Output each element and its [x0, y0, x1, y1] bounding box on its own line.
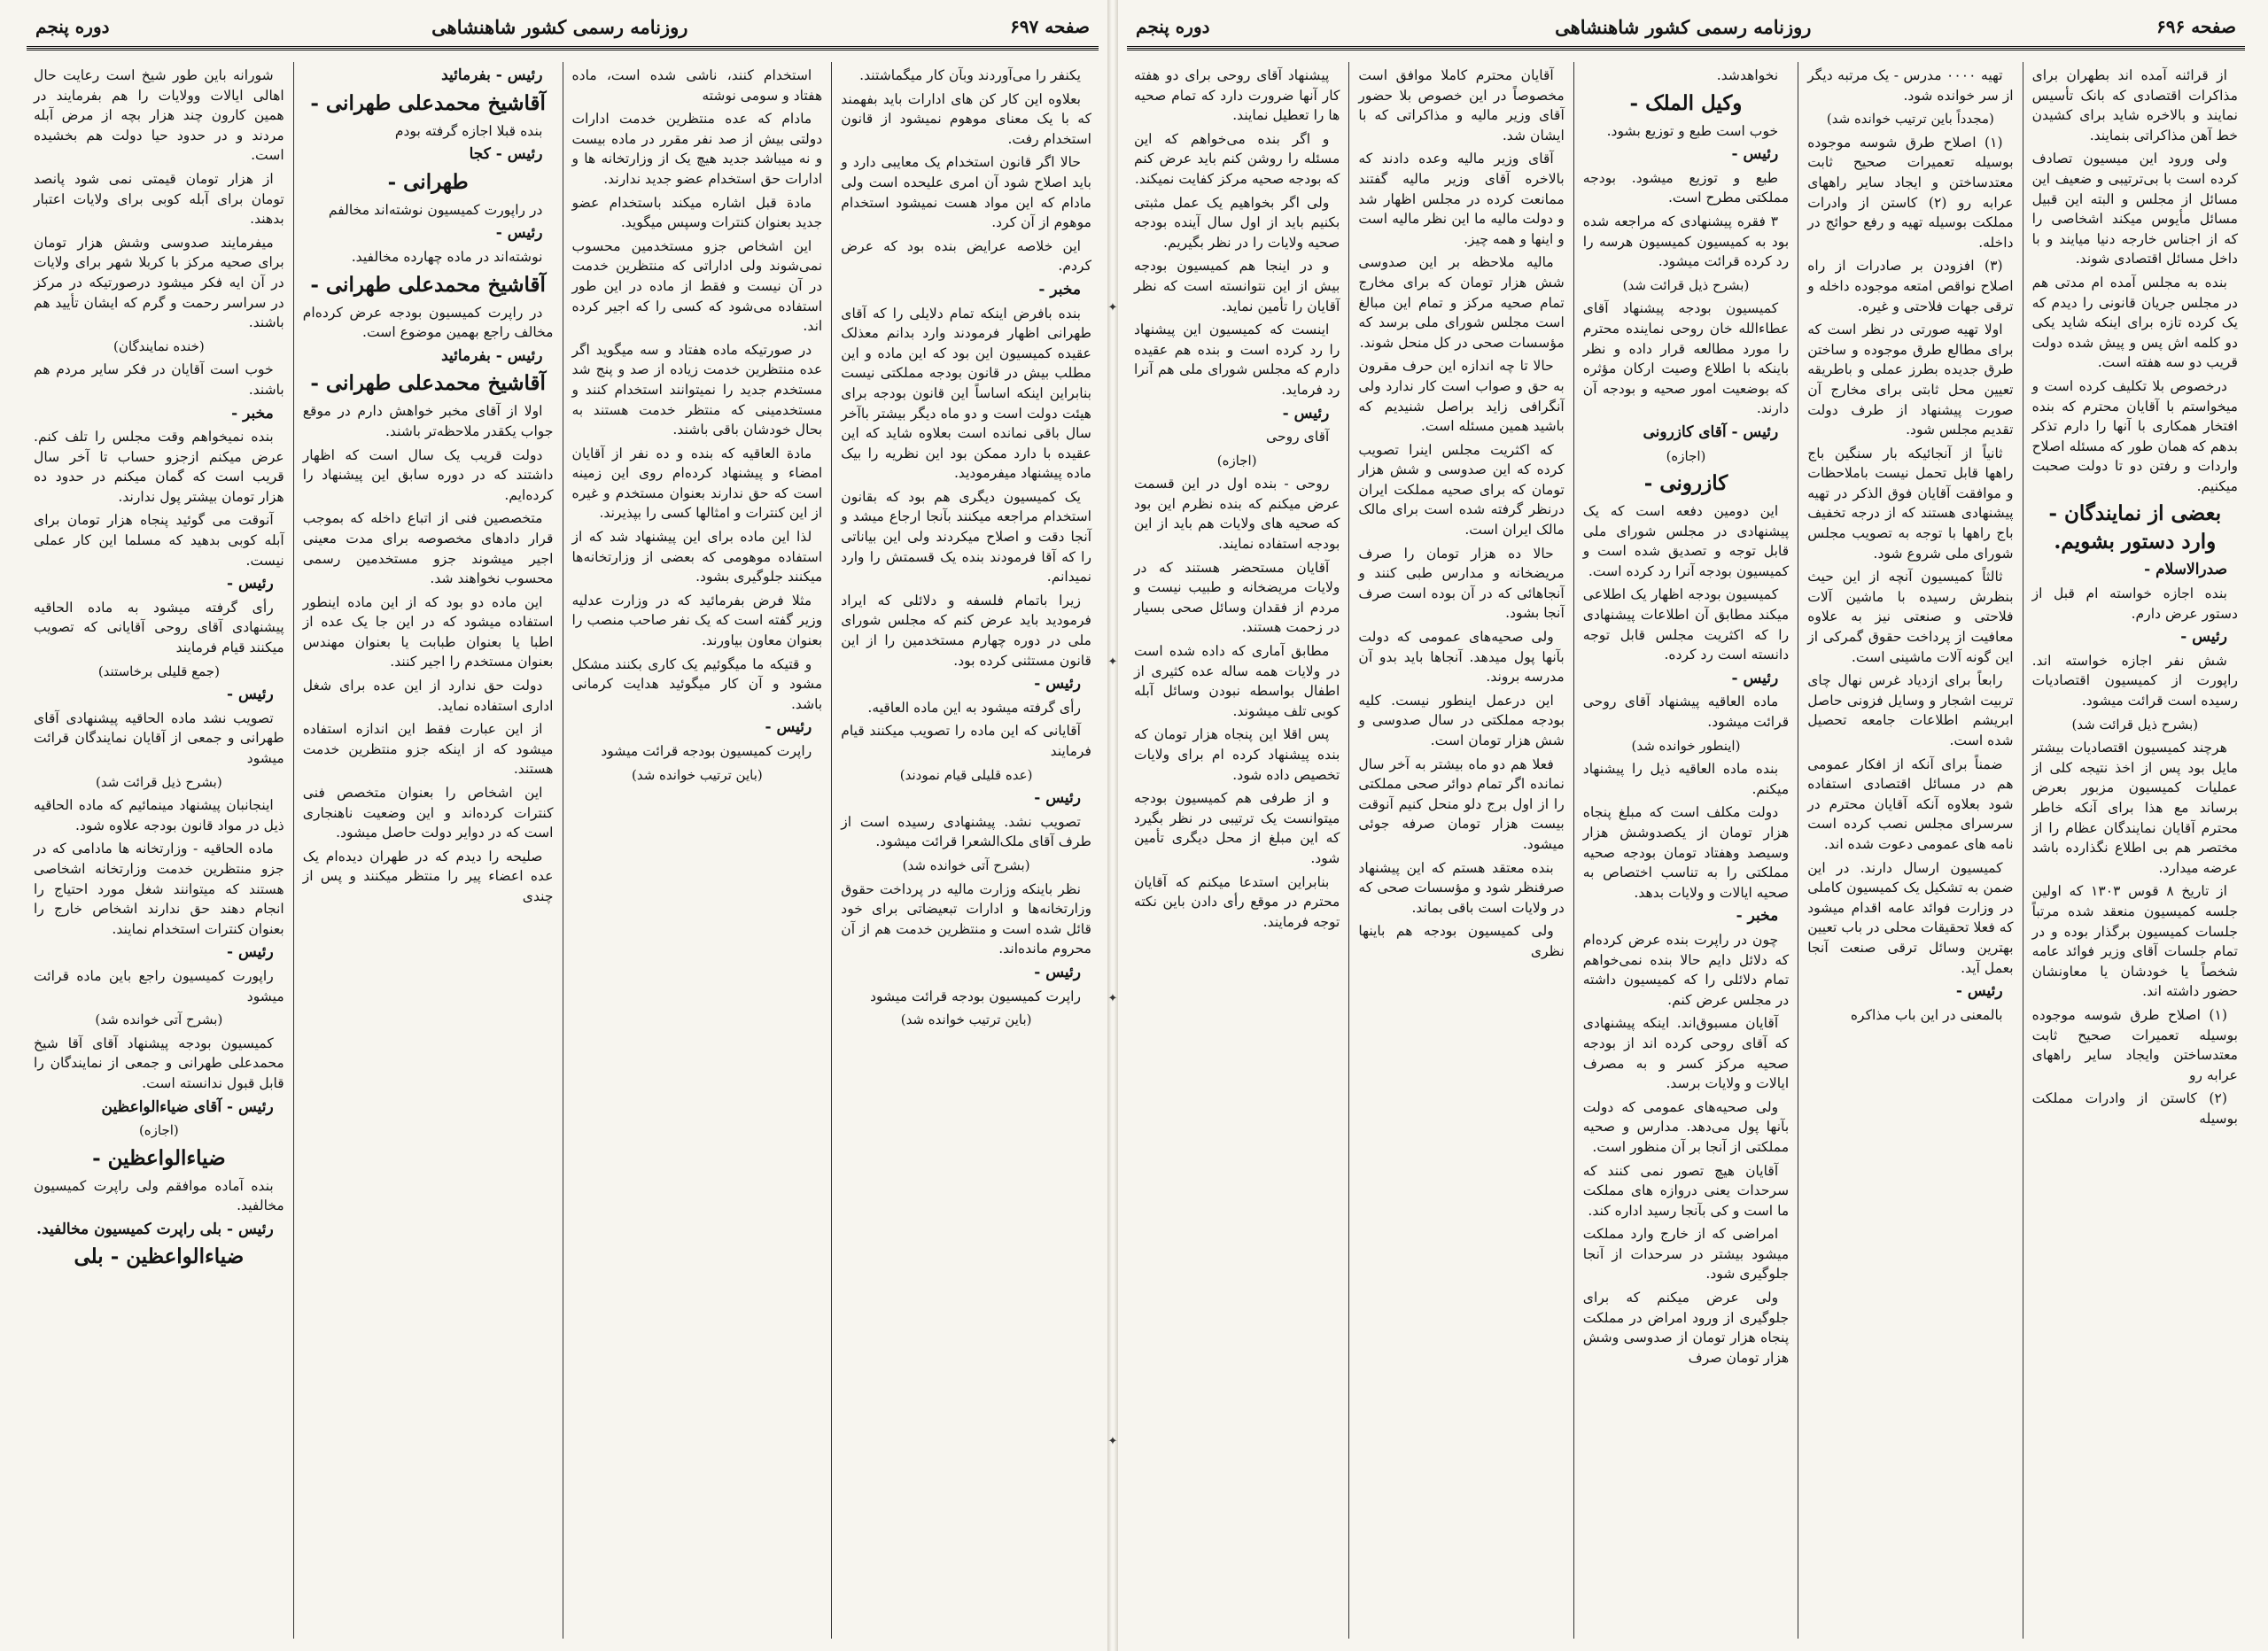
paragraph: پیشنهاد آقای روحی برای دو هفته کار آنها ضرورت دارد که تمام صحیه ها را تعطیل نمایند.: [1133, 67, 1340, 124]
paragraph: ثالثاً کمیسیون آنچه از این حیث بنظرش رسیده با ماشین آلات فلاحتی و صنعتی نیز به علاوه معافیت از پرداخت حقوق گمرکی از این گونه آلات ماشینی است.: [1807, 569, 2014, 665]
parenthetical-note: (بشرح ذیل قرائت شد): [96, 773, 222, 790]
speaker-line: [572, 717, 823, 738]
right-page-columns: [1125, 62, 2247, 1639]
parenthetical-note: (عده قلیلی قیام نمودند): [899, 766, 1033, 783]
paragraph: دولت مکلف است که مبلغ پنجاه هزار تومان از یکصدوشش هزار وسیصد وهفتاد تومان بودجه صحیه مملکتی را به تناسب اختصاص به صحیه ایالات و ولایات بدهد.: [1582, 804, 1790, 901]
right-page-period: دوره پنجم: [1136, 16, 1210, 37]
paragraph: و اگر بنده می‌خواهم که این مسئله را روشن کنم باید عرض کنم که بودجه صحیه مرکز کفایت نمیکند.: [1133, 130, 1340, 187]
paragraph: پس اقلا این پنجاه هزار تومان که بنده پیشنهاد کرده ام برای ولایات تخصیص داده شود.: [1133, 726, 1340, 783]
paragraph: صلیحه را دیدم که در طهران دیده‌ام یک عده اعضاء پیر را منتظر میکنند و پس از چندی: [302, 848, 554, 904]
paragraph: مطابق آماری که داده شده است در ولایات همه ساله عده کثیری از اطفال بواسطه نبودن وسائل آبله کوبی تلف میشوند.: [1133, 643, 1340, 719]
left-page-columns: [25, 62, 1100, 1639]
paragraph: ۳ فقره پیشنهادی که مراجعه شده بود به کمیسیون کمیسیون هرسه را رد کرده قرائت میشود.: [1582, 213, 1790, 270]
paragraph: و در اینجا هم کمیسیون بودجه بیش از این نتوانسته است که نظر آقایان را تأمین نماید.: [1133, 258, 1340, 314]
speaker-heading: طهرانی -: [387, 169, 469, 194]
speaker-heading: آقاشیخ محمدعلی طهرانی -: [310, 272, 546, 297]
paragraph: ولی اگر بخواهیم یک عمل مثبتی بکنیم باید از اول سال آینده بودجه صحیه ولایات را در نظر بگیریم.: [1133, 194, 1340, 251]
parenthetical-note: (مجدداً باین ترتیب خوانده شد): [1826, 111, 1994, 128]
paragraph: آنوقت می گوئید پنجاه هزار تومان برای آبله کوبی بدهید که مسلما این کار عملی نیست.: [34, 512, 284, 569]
left-page-title: روزنامه رسمی کشور شاهنشاهی: [431, 15, 688, 38]
paragraph: یک کمیسیون دیگری هم بود که بقانون استخدام مراجعه میکنند بآنجا ارجاع میشد و آنجا دقت و اصلاح میکردند ولی این بیاناتی را که آقا فرمودند بنده یک قسمتش را وارد نمیدانم.: [841, 488, 1091, 585]
speaker-name: رئیس -: [1731, 145, 1779, 164]
paragraph: بنده اجازه خواسته ام قبل از دستور عرض دارم.: [2031, 585, 2238, 622]
speaker-heading: کازرونی -: [1643, 471, 1728, 496]
speaker-line: [34, 404, 284, 424]
left-page-number: صفحه ۶۹۷: [1010, 16, 1090, 37]
speaker-line: [2032, 627, 2238, 647]
paragraph: رابعاً برای ازدیاد غرس نهال چای تربیت اشجار و وسایل فزونی حاصل ابریشم اطلاعات جامعه تحصیل شده است.: [1807, 672, 2014, 748]
paragraph: تصویب نشد ماده الحاقیه پیشنهادی آقای طهرانی و جمعی از آقایان نمایندگان قرائت میشود: [34, 709, 284, 766]
speaker-heading: آقاشیخ محمدعلی طهرانی -: [310, 90, 546, 115]
paragraph: این درعمل اینطور نیست. کلیه بودجه مملکتی در سال صدوسی و شش هزار تومان است.: [1358, 692, 1565, 748]
paragraph: ولی عرض میکنم که برای جلوگیری از ورود امراض در مملکت پنجاه هزار تومان از صدوسی وشش هزار تومان صرف: [1582, 1290, 1790, 1366]
parenthetical-note: (اجازه): [1666, 447, 1706, 464]
paragraph: استخدام کنند، ناشی شده است، ماده هفتاد و سومی نوشته: [571, 67, 823, 104]
speaker-name: رئیس - آقای ضیاءالواعظین: [101, 1097, 274, 1116]
paragraph: آقایانی که این ماده را تصویب میکنند قیام فرمایند: [841, 723, 1091, 759]
speaker-line: [34, 1097, 284, 1118]
parenthetical-note: (بشرح ذیل قرائت شد): [2071, 716, 2199, 732]
paragraph: ولی ورود این میسیون تصادف کرده است با بی‌ترتیبی و ضعیف این مسائل از مجلس و البته این قبیل مسائل مأیوس میکند اشخاصی را که از اجناس خارجه دنیا میایند و با داخل مسائل اقتصادی شوند.: [2031, 151, 2238, 267]
paragraph: مادة العاقیه که بنده و ده نفر از آقایان امضاء و پیشنهاد کرده‌ام روی این زمینه است که حق ندارند بعنوان مستخدم و غیره از این کنترات و امثالها کسی را بپذیرند.: [571, 445, 823, 522]
paragraph: لذا این ماده برای این پیشنهاد شد که از استفاده موهومی که بعضی از وزارتخانه‌ها میکنند جلوگیری بشود.: [571, 529, 823, 585]
speaker-name: رئیس -: [227, 686, 274, 704]
speaker-line: [841, 788, 1091, 809]
paragraph: بعلاوه این کار کن های ادارات باید بفهمند که با یک معنای موهوم نمیشود از قانون استخدام رفت.: [841, 90, 1091, 147]
speaker-line: [34, 942, 284, 963]
parenthetical-note: (جمع قلیلی برخاستند): [97, 663, 220, 679]
speaker-name: رئیس -: [1034, 675, 1081, 694]
paragraph: حالا ده هزار تومان را صرف مریضخانه و مدارس طبی کنند و آنجاهائی که در آن بوده است صرف آنجا بشود.: [1358, 545, 1565, 622]
speaker-name: رئیس -: [1034, 963, 1081, 981]
paragraph: تصویب نشد. پیشنهادی رسیده است از طرف آقای ملک‌الشعرا قرائت میشود.: [841, 813, 1091, 850]
speaker-line: [1583, 906, 1789, 926]
text-column: [25, 62, 293, 1639]
paragraph: حالا اگر قانون استخدام یک معایبی دارد و باید اصلاح شود آن امری علیحده است ولی مادام که این مواد هست نمیشود استخدام موهوم از آن کرد.: [841, 154, 1091, 231]
paragraph: بنده نمیخواهم وقت مجلس را تلف کنم. عرض میکنم ازجزو حساب تا آخر سال قریب است که گمان میکنم در حدود ده هزار تومان بیشتر پول ندارند.: [34, 429, 284, 505]
paragraph: شش نفر اجازه خواسته اند. راپورت از کمیسیون اقتصادیات رسیده است قرائت میشود.: [2031, 652, 2238, 709]
paragraph: در راپرت کمیسیون بودجه عرض کرده‌ام مخالف راجع بهمین موضوع است.: [302, 304, 554, 341]
text-column: [1798, 62, 2022, 1639]
speaker-name: رئیس - کجا: [469, 145, 543, 164]
paragraph: و قتیکه ما میگوئیم یک کاری بکنند مشکل مشود و آن کار میگوئید هدایت کرمانی باشد.: [571, 655, 823, 712]
paragraph: آقایان هیچ تصور نمی کنند که سرحدات یعنی دروازه های مملکت ما است و کی بآنجا رسید اداره کند.: [1582, 1162, 1790, 1219]
speaker-heading: بعضی از نمایندگان - وارد دستور بشویم.: [2048, 501, 2222, 554]
paragraph: از تاریخ ۸ قوس ۱۳۰۳ که اولین جلسه کمیسیون منعقد شده مرتباً جلسات کمیسیون برگذار بوده و در تمام جلسات آقای وزیر فوائد عامه شخصاً یا خودشان یا معاونشان حضور داشته اند.: [2031, 883, 2238, 1000]
speaker-name: رئیس -: [1282, 404, 1330, 422]
parenthetical-note: (باین ترتیب خوانده شد): [631, 766, 763, 783]
left-page-period: دوره پنجم: [35, 16, 110, 37]
speaker-name: رئیس -: [495, 224, 543, 243]
paragraph: (۲) کاستن از وادرات مملکت بوسیله: [2031, 1090, 2238, 1127]
speaker-name: رئیس -: [765, 718, 812, 737]
paragraph: این دومین دفعه است که یک پیشنهادی در مجلس شورای ملی قابل توجه و تصدیق شده است و کمیسیون بودجه آنرا رد کرده است.: [1582, 503, 1790, 579]
right-page-title: روزنامه رسمی کشور شاهنشاهی: [1555, 15, 1812, 38]
paragraph: رأی گرفته میشود به ماده الحاقیه پیشنهادی آقای روحی آقایانی که تصویب میکنند قیام فرمایند: [34, 599, 284, 656]
speaker-name: رئیس -: [227, 943, 274, 962]
paragraph: اینست که کمیسیون این پیشنهاد را رد کرده است و بنده هم عقیده دارم که مجلس شورای ملی هم آنرا رد فرماید.: [1133, 322, 1340, 398]
paragraph: راپرت کمیسیون بودجه قرائت میشود: [601, 743, 812, 759]
left-page-header: [18, 9, 1107, 44]
speaker-name: رئیس -: [1731, 669, 1779, 687]
left-page: [18, 0, 1107, 1651]
speaker-line: [841, 280, 1091, 300]
speaker-line: [34, 685, 284, 705]
parenthetical-note: (اجازه): [138, 1122, 179, 1139]
speaker-line: [841, 674, 1091, 694]
binding-stitch: ✦: [1107, 655, 1118, 669]
right-page-number: صفحه ۶۹۶: [2156, 16, 2236, 37]
paragraph: کمیسیون ارسال دارند. در این ضمن به تشکیل یک کمیسیون کاملی در وزارت فوائد عامه اقدام میشود که فعلا تحقیقات محلی در باب تعیین بهترین وسائل ترقی صنعت آنجا بعمل آید.: [1807, 859, 2014, 976]
text-column: [2023, 62, 2247, 1639]
paragraph: درخصوص بلا تکلیف کرده است و میخواستم با آقایان محترم که بنده افتخار همکاری با آنها را دارم تذکر بدهم که همان طور که مسئله اصلاح واردات و رفتن دو تا دولت صحبت میکنیم.: [2031, 377, 2238, 494]
paragraph: که اکثریت مجلس اینرا تصویب کرده که این صدوسی و شش هزار تومان که برای صحیه مملکت ایران درنظر گرفته شده است برای مالک مالک ایران است.: [1358, 441, 1565, 539]
paragraph: این خلاصه عرایض بنده بود که عرض کردم.: [841, 237, 1091, 275]
paragraph: چون در راپرت بنده عرض کرده‌ام که دلائل دایم حالا بنده نمی‌خواهم تمام دلائلی را که کمیسیون داشته در مجلس عرض کنم.: [1582, 931, 1790, 1008]
paragraph: شورانه باین طور شیخ است رعایت حال اهالی ایالات وولایات را هم بفرمایند در همین کارون چند هزار بچه از مرض آبله مردند و در حدود حیا دولت هم بخشیده است.: [34, 67, 284, 164]
paragraph: نوشته‌اند در ماده چهارده مخالفید.: [351, 248, 543, 265]
speaker-line: [34, 574, 284, 594]
paragraph: آقایان محترم کاملا موافق است مخصوصاً در این خصوص بلا حضور آقای وزیر مالیه و مذاکراتی که با ایشان شد.: [1358, 67, 1565, 143]
paragraph: (۳) افزودن بر صادرات از راه اصلاح نواقص امتعه موجوده داخله و ترقی جهات فلاحتی و غیره.: [1807, 258, 2014, 314]
paragraph: امراضی که از خارج وارد مملکت میشود بیشتر در سرحدات از آنجا جلوگیری شود.: [1582, 1226, 1790, 1283]
paragraph: آقایان مستحضر هستند که در ولایات مریضخانه و طبیب نیست و مردم از فقدان وسائل صحی بسیار در زحمت هستند.: [1133, 559, 1340, 636]
paragraph: میفرمایند صدوسی وشش هزار تومان برای صحیه مرکز با کربلا شهر برای ولایات در آن ایه فکر میشود درصورتیکه در مرکز در سراسر رحمت و گرم که ایشان تأیید هم باشند.: [34, 234, 284, 331]
paragraph: یکنفر را می‌آوردند وبآن کار میگماشتند.: [859, 67, 1081, 83]
paragraph: در راپورت کمیسیون نوشته‌اند مخالفم: [328, 201, 543, 218]
paragraph: متخصصین فنی از اتباع داخله که بموجب قرار دادهای مخصوصه برای مدت معینی اجیر میشوند جزو مستخدمین رسمی محسوب نخواهند شد.: [302, 510, 554, 587]
paragraph: اینجانبان پیشنهاد مینمائیم که ماده الحاقیه ذیل در مواد قانون بودجه علاوه شود.: [34, 797, 284, 833]
speaker-heading: آقاشیخ محمدعلی طهرانی -: [310, 371, 546, 396]
speaker-line: [2032, 560, 2238, 580]
speaker-name: رئیس -: [1955, 982, 2003, 1001]
text-column: [1348, 62, 1573, 1639]
paragraph: این ماده دو بود که از این ماده اینطور استفاده میشود که در این جا یک عده از اطبا یا بعنوان طبابت یا بعنوان مهندس بعنوان مستخدم را اجیر کنند.: [302, 593, 554, 670]
paragraph: دولت قریب یک سال است که اظهار داشتند که در دوره سابق این پیشنهاد را کرده‌ایم.: [302, 446, 554, 503]
paragraph: مادام که عده منتظرین خدمت ادارات دولتی بیش از صد نفر مقرر در ماده بیست و نه میباشد جدید هیچ یک از وزارتخانه ها و ادارات حق استخدام عضو جدید ندارند.: [571, 111, 823, 187]
paragraph: هرچند کمیسیون اقتصادیات بیشتر مایل بود پس از اخذ نتیجه کلی از عملیات کمیسیون مزبور بعرض برساند مع هذا برای آنکه خاطر محترم آقایان نمایندگان عظام را از مختصر هم بی اطلاع نگذارده باشد عرضه میدارد.: [2031, 740, 2238, 876]
paragraph: اولا تهیه صورتی در نظر است که برای مطالع طرق موجوده و ساختن طرق جدیده بطرز عملی و باطریقه تعیین محل ثابتی برای مخارج آن صورت پیشنهاد از طرف دولت تقدیم مجلس شود.: [1807, 322, 2014, 438]
paragraph: خوب است آقایان در فکر سایر مردم هم باشند.: [34, 361, 284, 398]
speaker-line: [1583, 669, 1789, 689]
paragraph: بالمعنی در این باب مذاکره: [1850, 1006, 2003, 1023]
paragraph: دولت حق ندارد از این عده برای شغل اداری استفاده نماید.: [302, 678, 554, 714]
paragraph: طبع و توزیع میشود. بودجه مملکتی مطرح است.: [1582, 169, 1790, 206]
paragraph: خوب است طبع و توزیع بشود.: [1606, 122, 1779, 139]
speaker-line: [1583, 422, 1789, 443]
speaker-name: رئیس - بفرمائید: [441, 346, 543, 365]
speaker-line: [1134, 404, 1340, 424]
speaker-heading: ضیاءالواعظین -: [92, 1145, 226, 1170]
paragraph: ولی صحیه‌های عمومی که دولت بآنها پول میدهد. آنجاها باید بدو آن مدرسه بروند.: [1358, 629, 1565, 686]
paragraph: ولی صحیه‌های عمومی که دولت بآنها پول می‌دهد. مدارس و صحیه مملکتی از آنجا بر آن منظور است.: [1582, 1098, 1790, 1155]
paragraph: ماده الحاقیه - وزارتخانه ها مادامی که در جزو منتظرین خدمت وزارتخانه اشخاصی هستند که میتوانند شغل مورد احتیاج را انجام دهند حق ندارند اشخاص خارج را بعنوان کنترات استخدام نمایند.: [34, 841, 284, 937]
speaker-name: مخبر -: [1736, 907, 1779, 926]
paragraph: زیرا باتمام فلسفه و دلائلی که ایراد فرمودید باید عرض کنم که مجلس شورای ملی در دوره چهارم مستخدمین را از این قانون مستثنی کرده بود.: [841, 592, 1091, 669]
text-column: [1573, 62, 1798, 1639]
paragraph: بنده بافرض اینکه تمام دلایلی را که آقای طهرانی اظهار فرمودند وارد بدانم معذلک عقیده کمیسیون این بود که این ماده و این مطلب بیش در قانون بودجه مملکتی نیست بنابراین اینکه اساساً این قانون بودجه برای هیئت دولت است و دو ماه دیگر بیشتر باآخر سال باقی نمانده است بعلاوه شاید که این عقیده با دارد ممکن بود این نظریه را بیک ماده پیشنهاد میفرمودید.: [841, 305, 1091, 482]
speaker-line: [303, 223, 554, 244]
text-column: [1125, 62, 1348, 1639]
speaker-name: رئیس -: [2180, 628, 2227, 647]
paragraph: مالیه ملاحظه بر این صدوسی شش هزار تومان که برای مخارج تمام صحیه مرکز و تمام این مبالغ است مجلس شورای ملی برسد که مؤسسات صحی در کل منحل شوند.: [1358, 254, 1565, 351]
paragraph: بنده آماده موافقم ولی راپرت کمیسیون مخالفید.: [34, 1177, 284, 1214]
speaker-name: رئیس - آقای کازرونی: [1643, 422, 1779, 441]
paragraph: بنابراین استدعا میکنم که آقایان محترم در موقع رأی دادن باین نکته توجه فرمایند.: [1133, 873, 1340, 930]
paragraph: از این عبارت فقط این اندازه استفاده میشود که از اینکه جزو منتظرین خدمت هستند.: [302, 721, 554, 778]
paragraph: از قرائنه آمده اند بطهران برای مذاکرات اقتصادی که بانک تأسیس نمایند و بالاخره شاید برای کشیدن خط آهن مذاکراتی بنمایند.: [2031, 67, 2238, 143]
speaker-heading: وکیل الملک -: [1629, 90, 1743, 115]
paragraph: ماده العاقیه پیشنهاد آقای روحی قرائت میشود.: [1582, 694, 1790, 731]
paragraph: حالا تا چه اندازه این حرف مقرون به حق و صواب است کار ندارد ولی آنگرافی زاید براصل شنیدیم که باشید همین مسئله است.: [1358, 358, 1565, 435]
speaker-name: رئیس -: [227, 575, 274, 593]
paragraph: مثلا فرض بفرمائید که در وزارت عدلیه وزیر گفته است که یک نفر صاحب منصب را بعنوان معاون بیاورند.: [571, 592, 823, 649]
paragraph: و از طرفی هم کمیسیون بودجه میتوانست یک ترتیبی در نظر بگیرد که این مبلغ از محل دیگری تأمین شود.: [1133, 790, 1340, 866]
parenthetical-note: (بشرح ذیل قرائت شد): [1622, 276, 1750, 293]
speaker-line: [1807, 981, 2013, 1002]
right-page: [1118, 0, 2254, 1651]
paragraph: فعلا هم دو ماه بیشتر به آخر سال نمانده اگر تمام دوائر صحی مملکتی را از اول برج دلو منحل کنیم آنوقت بیست هزار تومان صرفه جوئی میشود.: [1358, 756, 1565, 852]
speaker-heading: ضیاءالواعظین - بلی: [74, 1244, 245, 1269]
binding-stitch: ✦: [1107, 1435, 1118, 1448]
paragraph: آقای روحی: [1265, 429, 1330, 446]
paragraph: آقایان مسبوق‌اند. اینکه پیشنهادی که آقای روحی کرده اند از بودجه صحیه مرکز کسر و به مصرف ایالات و ولایات برسد.: [1582, 1015, 1790, 1092]
right-header-rule: [1127, 46, 2245, 50]
paragraph: آقای وزیر مالیه وعده دادند که بالاخره آقای وزیر مالیه گفتند ممانعت کرده در مجلس اظهار شد و دولت مالیه ما این نظر مالیه است و اینها و همه چیز.: [1358, 151, 1565, 247]
paragraph: رأی گرفته میشود به این ماده العاقیه.: [867, 699, 1081, 716]
paragraph: بنده قبلا اجازه گرفته بودم: [394, 122, 543, 139]
speaker-name: رئیس - بلی راپرت کمیسیون مخالفید.: [36, 1220, 274, 1238]
parenthetical-note: (اجازه): [1216, 452, 1257, 469]
binding-stitch: ✦: [1107, 301, 1118, 314]
paragraph: در صورتیکه ماده هفتاد و سه میگوید اگر عده منتظرین خدمت زیاده از صد و پنج شد مستخدم جدید را نمیتوانند استخدام کنند و مستخدمینی که منتظر خدمت هستند به بحال خودشان باقی باشند.: [571, 341, 823, 438]
speaker-name: مخبر -: [1038, 280, 1081, 298]
parenthetical-note: (خنده نمایندگان): [113, 337, 205, 354]
paragraph: از هزار تومان قیمتی نمی شود پانصد تومان برای آبله کوبی برای ولایات اعتبار بدهند.: [34, 170, 284, 228]
parenthetical-note: (بشرح آتی خوانده شد): [95, 1012, 223, 1028]
paragraph: ولی کمیسیون بودجه هم باینها نظری: [1358, 923, 1565, 959]
paragraph: اولا از آقای مخبر خواهش دارم در موقع جواب یکقدر ملاحظه‌تر باشند.: [302, 403, 554, 439]
text-column: [293, 62, 563, 1639]
speaker-line: [1583, 144, 1789, 165]
speaker-name: رئیس -: [1034, 789, 1081, 808]
speaker-line: [34, 1220, 284, 1240]
speaker-line: [303, 66, 554, 86]
parenthetical-note: (باین ترتیب خوانده شد): [900, 1012, 1032, 1028]
paragraph: ضمناً برای آنکه از افکار عمومی هم در مسائل اقتصادی استفاده شود بعلاوه آنکه آقایان محترم در سرسرای مجلس نصب کرده است نامه های عمومی دعوت شده اند.: [1807, 756, 2014, 852]
paragraph: (۱) اصلاح طرق شوسه موجوده بوسیله تعمیرات صحیح ثابت معتدساختن وایجاد سایر راههای عرابه رو: [2031, 1006, 2238, 1083]
speaker-line: [303, 346, 554, 367]
paragraph: بنده به مجلس آمده ام مدتی هم در مجلس جریان قانونی را دیدم که یک کرده تازه برای اینکه شاید یکی دو کلمه اش پس و پیش شده دولت قریب دو سه هفته است.: [2031, 274, 2238, 371]
parenthetical-note: (اینطور خوانده شد): [1631, 737, 1741, 754]
paragraph: تهیه ۰۰۰۰ مدرس - یک مرتبه دیگر از سر خوانده شود.: [1807, 67, 2014, 104]
paragraph: کمیسیون بودجه پیشنهاد آقای آقا شیخ محمدعلی طهرانی و جمعی از نمایندگان را قابل قبول ندانسته است.: [34, 1035, 284, 1091]
speaker-line: [303, 144, 554, 165]
speaker-name: مخبر -: [231, 404, 274, 422]
left-header-rule: [27, 46, 1099, 50]
paragraph: نظر باینکه وزارت مالیه در پرداخت حقوق وزارتخانه‌ها و ادارات تبعیضاتی برای خود قائل شده است و منتظرین خدمت هم از آن محروم مانده‌اند.: [841, 880, 1091, 957]
paragraph: نخواهدشد.: [1716, 67, 1779, 83]
page-gutter: [1107, 0, 1118, 1651]
speaker-name: صدرالاسلام -: [2144, 561, 2227, 579]
paragraph: بنده ماده العاقیه ذیل را پیشنهاد میکنم.: [1582, 761, 1790, 797]
speaker-name: رئیس - بفرمائید: [441, 66, 543, 84]
paragraph: مادة قبل اشاره میکند باستخدام عضو جدید بعنوان کنترات وسپس میگوید.: [571, 194, 823, 231]
binding-stitch: ✦: [1107, 992, 1118, 1005]
text-column: [831, 62, 1100, 1639]
paragraph: بنده معتقد هستم که این پیشنهاد صرفنظر شود و مؤسسات صحی که در ولایات است باقی بماند.: [1358, 859, 1565, 916]
paragraph: راپرت کمیسیون بودجه قرائت میشود: [870, 988, 1081, 1004]
paragraph: روحی - بنده اول در این قسمت عرض میکنم که بنده نظرم این بود که صحیه های ولایات هم باید از این بودجه استفاده نمایند.: [1133, 476, 1340, 553]
text-column: [563, 62, 832, 1639]
paragraph: این اشخاص را بعنوان متخصص فنی کنترات کرده‌اند و این وضعیت ناهنجاری است که در دوایر دولت حاصل میشود.: [302, 785, 554, 841]
paragraph: راپورت کمیسیون راجع باین ماده قرائت میشود: [34, 967, 284, 1004]
paragraph: ثانیاً از آنجائیکه بار سنگین باج راهها قابل تحمل نیست باملاحظات و موافقت آقایان فوق الذکر در تهیه پیشنهادی هستند که از درجه تخفیف باج راهها با توجه به تصویب مجلس شورای ملی شروع شود.: [1807, 445, 2014, 562]
right-page-header: [1118, 9, 2254, 44]
paragraph: کمیسیون بودجه پیشنهاد آقای عطاءالله خان روحی نماینده محترم را مورد مطالعه قرار داده و نظر باینکه با اطلاع وصیت ارکان مؤثره که بوضعیت امور صحیه و بودجه آن دارند.: [1582, 300, 1790, 417]
paragraph: کمیسیون بودجه اظهار یک اطلاعی میکند مطابق آن اطلاعات پیشنهادی را که اکثریت مجلس قابل توجه دانسته است رد کرده.: [1582, 586, 1790, 663]
parenthetical-note: (بشرح آتی خوانده شد): [902, 857, 1030, 873]
paragraph: (۱) اصلاح طرق شوسه موجوده بوسیله تعمیرات صحیح ثابت معتدساختن و ایجاد سایر راههای عرابه رو (۲) کاستن از وادرات مملکت بوسیله تهیه و رفع حوائج در داخله.: [1807, 134, 2014, 251]
paragraph: این اشخاص جزو مستخدمین محسوب نمی‌شوند ولی اداراتی که منتظرین خدمت در آن نیست و فقط از ماده در این طور استفاده می‌شود که کسی را که اجیر کرده اند.: [571, 237, 823, 335]
speaker-line: [841, 963, 1091, 983]
